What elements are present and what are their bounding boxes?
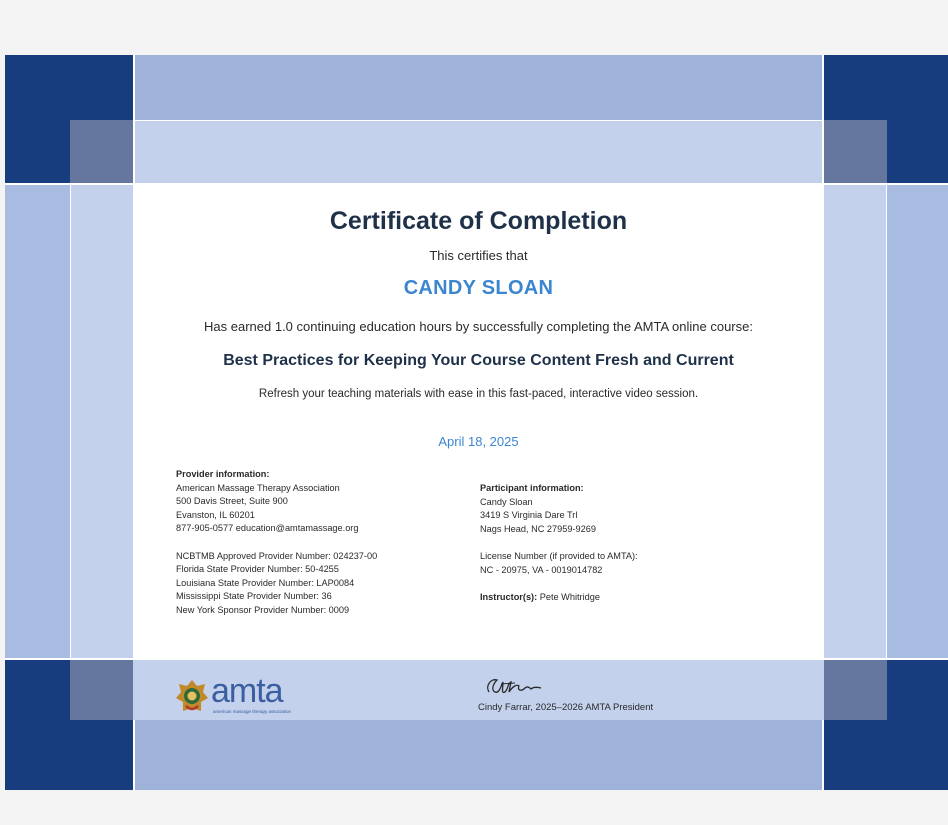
instructor-row [480,591,638,605]
signature-icon [481,674,551,698]
provider-number: New York Sponsor Provider Number: 0009 [176,604,350,615]
license-label: License Number (if provided to AMTA): [480,550,638,561]
provider-line: 500 Davis Street, Suite 900 [176,496,288,507]
inner-corner [70,660,133,720]
certificate-body [133,185,824,660]
completion-date: April 18, 2025 [438,434,519,449]
signature-caption: Cindy Farrar, 2025–2026 AMTA President [478,702,654,713]
course-description: Refresh your teaching materials with ease in this fast-paced, interactive video session. [258,388,699,400]
participant-heading: Participant information: [480,483,584,493]
logo-tagline: american massage therapy association [213,709,292,714]
certificate-title: Certificate of Completion [329,207,628,235]
provider-line: Evanston, IL 60201 [176,509,255,520]
provider-number: Florida State Provider Number: 50-4255 [176,564,339,575]
earned-statement: Has earned 1.0 continuing education hours by successfully completing the AMTA online course: [204,319,753,334]
certifies-text: This certifies that [429,248,528,263]
participant-line: Candy Sloan [480,496,533,507]
provider-info [176,468,377,618]
provider-heading: Provider information: [176,469,270,479]
provider-line: American Massage Therapy Association [176,482,340,493]
logo-wordmark: amta [211,672,283,710]
recipient-name: CANDY SLOAN [403,277,554,299]
license-value: NC - 20975, VA - 0019014782 [480,564,603,575]
amta-logo [175,672,315,716]
course-title: Best Practices for Keeping Your Course Content Fresh and Current [223,352,734,369]
instructor-name: Pete Whitridge [539,591,600,602]
certificate-frame [5,55,948,790]
provider-number: Louisiana State Provider Number: LAP0084 [176,577,355,588]
participant-line: 3419 S Virginia Dare Trl [480,510,578,521]
inner-corner [824,120,887,185]
inner-corner [824,660,887,720]
participant-line: Nags Head, NC 27959-9269 [480,523,596,534]
amta-emblem-icon [175,678,209,714]
inner-corner [70,120,133,185]
provider-number: Mississippi State Provider Number: 36 [176,591,332,602]
provider-line: 877-905-0577 education@amtamassage.org [176,523,359,534]
certificate-footer [133,660,824,720]
instructor-label: Instructor(s): [480,591,538,602]
participant-info [480,482,638,604]
provider-number: NCBTMB Approved Provider Number: 024237-00 [176,550,378,561]
